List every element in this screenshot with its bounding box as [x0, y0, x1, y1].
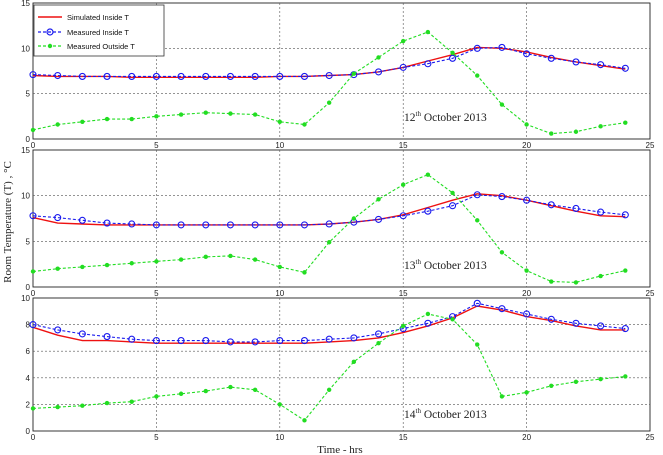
data-point-measured-outside [450, 51, 454, 55]
x-tick-label: 5 [154, 433, 159, 442]
data-point-measured-outside [401, 324, 405, 328]
date-annotation: 13th October 2013 [404, 258, 487, 272]
data-point-measured-outside [302, 418, 306, 422]
data-point-measured-outside [204, 389, 208, 393]
x-tick-label: 20 [522, 141, 532, 150]
data-point-measured-outside [130, 400, 134, 404]
data-point-measured-outside [253, 388, 257, 392]
data-point-measured-outside [31, 406, 35, 410]
data-point-measured-outside [228, 385, 232, 389]
data-point-measured-outside [475, 73, 479, 77]
x-tick-label: 0 [30, 141, 36, 150]
x-tick-label: 10 [275, 433, 285, 442]
legend-label-measured-inside: Measured Inside T [67, 28, 129, 37]
legend-label-simulated: Simulated Inside T [67, 13, 129, 22]
data-point-measured-outside [179, 392, 183, 396]
data-point-measured-outside [55, 405, 59, 409]
y-axis-label: Room Temperature (T) , °C [2, 161, 14, 283]
data-point-measured-outside [401, 183, 405, 187]
data-point-measured-outside [598, 377, 602, 381]
data-point-measured-outside [80, 404, 84, 408]
data-point-measured-outside [549, 279, 553, 283]
y-tick-label: 2 [25, 400, 30, 410]
y-tick-label: 10 [21, 294, 30, 303]
data-point-measured-outside [228, 111, 232, 115]
y-tick-label: 15 [21, 146, 30, 155]
y-tick-label: 0 [25, 283, 30, 292]
data-point-measured-outside [549, 131, 553, 135]
data-point-measured-outside [278, 120, 282, 124]
data-point-measured-outside [130, 117, 134, 121]
y-tick-label: 4 [25, 373, 30, 383]
x-tick-label: 25 [645, 433, 655, 442]
data-point-measured-outside [327, 101, 331, 105]
data-point-measured-outside [623, 268, 627, 272]
data-point-measured-outside [278, 402, 282, 406]
chart-panels [21, 0, 655, 442]
x-tick-label: 0 [30, 289, 36, 298]
y-tick-label: 8 [25, 320, 30, 330]
data-point-measured-outside [574, 130, 578, 134]
data-point-measured-outside [154, 114, 158, 118]
data-point-measured-outside [574, 380, 578, 384]
date-annotation: 12th October 2013 [404, 110, 487, 124]
x-axis-label: Time - hrs [317, 444, 363, 455]
data-point-measured-outside [253, 112, 257, 116]
data-point-measured-outside [179, 257, 183, 261]
data-point-measured-outside [623, 374, 627, 378]
data-point-measured-outside [179, 112, 183, 116]
data-point-measured-outside [352, 360, 356, 364]
data-point-measured-outside [549, 384, 553, 388]
x-tick-label: 15 [398, 433, 408, 442]
data-point-measured-outside [475, 218, 479, 222]
x-tick-label: 10 [275, 289, 285, 298]
x-tick-label: 15 [398, 289, 408, 298]
data-point-measured-outside [80, 120, 84, 124]
data-point-measured-outside [500, 102, 504, 106]
x-tick-label: 20 [522, 433, 532, 442]
data-point-measured-outside [253, 257, 257, 261]
data-point-measured-outside [105, 401, 109, 405]
data-point-measured-outside [426, 312, 430, 316]
data-point-measured-outside [574, 280, 578, 284]
data-point-measured-outside [401, 39, 405, 43]
data-point-measured-outside [426, 30, 430, 34]
y-tick-label: 10 [21, 191, 30, 201]
data-point-measured-outside [228, 254, 232, 258]
data-point-measured-outside [524, 122, 528, 126]
y-tick-label: 10 [21, 44, 30, 54]
data-point-measured-outside [154, 394, 158, 398]
data-point-measured-outside [55, 267, 59, 271]
data-point-measured-outside [623, 120, 627, 124]
data-point-measured-outside [302, 122, 306, 126]
x-tick-label: 10 [275, 141, 285, 150]
data-point-measured-outside [376, 55, 380, 59]
legend [34, 5, 164, 56]
x-tick-label: 25 [645, 141, 655, 150]
data-point-measured-outside [31, 269, 35, 273]
legend-label-measured-outside: Measured Outside T [67, 42, 135, 51]
x-tick-label: 0 [30, 433, 36, 442]
data-point-measured-outside [598, 274, 602, 278]
data-point-measured-outside [327, 240, 331, 244]
x-tick-label: 20 [522, 289, 532, 298]
x-tick-label: 5 [154, 141, 159, 150]
data-point-measured-outside [352, 216, 356, 220]
data-point-measured-outside [352, 72, 356, 76]
data-point-measured-outside [500, 250, 504, 254]
x-tick-label: 15 [398, 141, 408, 150]
y-tick-label: 0 [25, 427, 30, 436]
panel-3 [21, 294, 655, 442]
data-point-measured-outside [327, 388, 331, 392]
y-tick-label: 15 [21, 0, 30, 8]
data-point-measured-outside [80, 265, 84, 269]
data-point-measured-outside [450, 317, 454, 321]
data-point-measured-outside [524, 268, 528, 272]
data-point-measured-outside [105, 263, 109, 267]
data-point-measured-outside [278, 265, 282, 269]
data-point-measured-outside [204, 255, 208, 259]
legend-marker-measured-outside [48, 44, 52, 48]
data-point-measured-outside [204, 111, 208, 115]
data-point-measured-outside [376, 197, 380, 201]
data-point-measured-outside [500, 394, 504, 398]
x-tick-label: 5 [154, 289, 159, 298]
data-point-measured-outside [598, 124, 602, 128]
data-point-measured-outside [31, 128, 35, 132]
data-point-measured-outside [130, 261, 134, 265]
y-tick-label: 5 [25, 89, 30, 99]
data-point-measured-outside [450, 191, 454, 195]
data-point-measured-outside [55, 122, 59, 126]
data-point-measured-outside [376, 341, 380, 345]
data-point-measured-outside [475, 342, 479, 346]
panel-2 [21, 146, 655, 298]
panel-frame [33, 298, 650, 431]
y-tick-label: 0 [25, 135, 30, 144]
panel-frame [33, 150, 650, 287]
y-tick-label: 6 [25, 347, 30, 357]
y-tick-label: 5 [25, 237, 30, 247]
data-point-measured-outside [426, 172, 430, 176]
date-annotation: 14th October 2013 [404, 407, 487, 421]
data-point-measured-outside [302, 270, 306, 274]
data-point-measured-outside [105, 117, 109, 121]
x-tick-label: 25 [645, 289, 655, 298]
data-point-measured-outside [524, 390, 528, 394]
data-point-measured-outside [154, 259, 158, 263]
